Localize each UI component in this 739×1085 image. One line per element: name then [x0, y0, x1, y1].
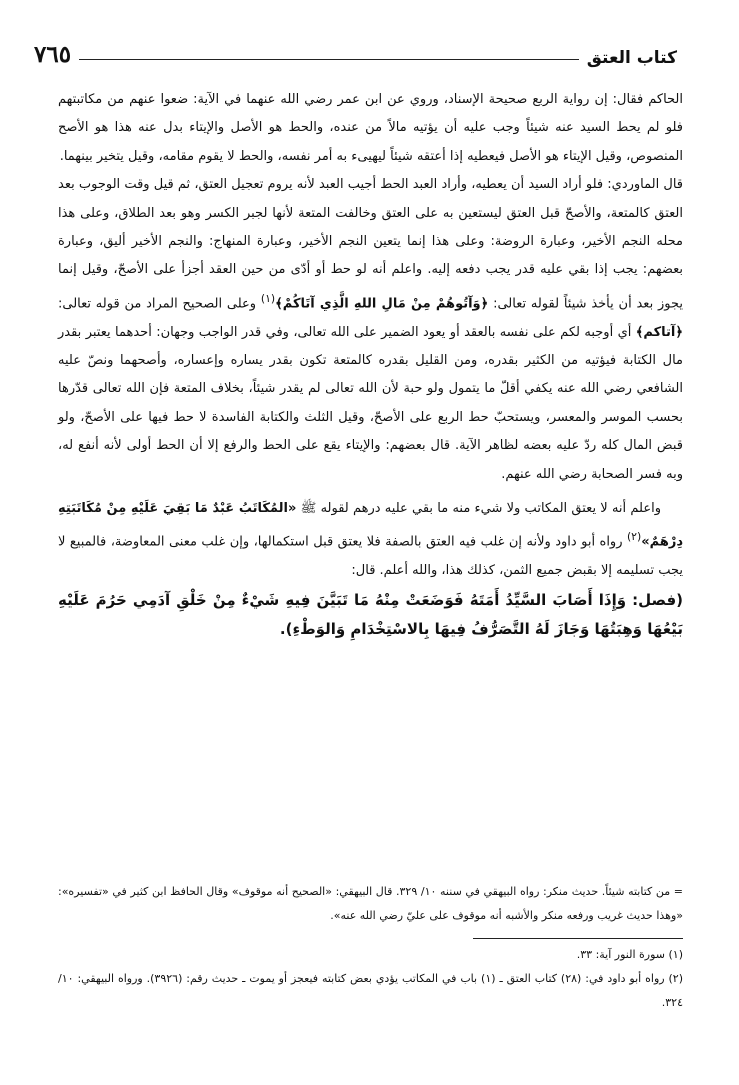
- footnote-ref-1: (١): [260, 291, 276, 305]
- footnote-continued: = من كتابته شيئاً. حديث منكر: رواه البيهقي في سننه ١٠/ ٣٢٩. قال البيهقي: «الصحيح أنه موقوف» وقال الحافظ ابن كثير في «تفسيره»: «وهذا حديث غريب ورفعه منكر والأشبه أنه موقوف على عليّ رضي الله عنه».: [58, 885, 684, 922]
- hadith-quote: «المُكَاتَبُ عَبْدٌ مَا بَقِيَ عَلَيْهِ مِنْ مُكَاتَبَتِهِ دِرْهَمٌ»: [58, 501, 683, 550]
- quran-quote-2: ﴿آتاكم﴾: [635, 324, 683, 340]
- paragraph-3: [58, 495, 683, 586]
- page-header: [34, 34, 677, 68]
- footnote-1: (١) سورة النور آية: ٣٣.: [576, 948, 683, 961]
- paragraph-2-text-a: قال الماوردي: فلو أراد السيد أن يعطيه، وأراد العبد الحط أجيب العبد لأنه يروم تعجيل العتق، ثم قيل وقت الوجوب بعد العتق كالمتعة، والأصحّ قبل العتق ليستعين به على العتق وخالفت المتعة لأنها لجبر الكسر وهو بعد الطلاق، وعلى هذا محله النجم الأخير، وعبارة الروضة: وعلى هذا إنما يتعين النجم الأخير، وعبارة المنهاج: والنجم الأخير أليق، وعبارة بعضهم: يجب إذا بقي عليه قدر يجب دفعه إليه. واعلم أنه لو حط أو أدّى من حين العقد أجزأ على الأصحّ، وقيل إنما يجوز بعد أن يأخذ شيئاً لقوله تعالى:: [58, 177, 683, 312]
- footnote-ref-2: (٢): [626, 530, 642, 544]
- header-rule: [79, 59, 579, 60]
- paragraph-3-text-b: رواه أبو داود ولأنه إن غلب فيه العتق بالصفة فلا يعتق قبل استكمالها، وإن غلب معنى المعاوضة، فالمبيع لا يجب تسليمه إلا بقبض جميع الثمن، كذلك هذا، والله أعلم. قال:: [58, 534, 683, 579]
- footnotes: [58, 880, 683, 1015]
- quran-quote-1: ﴿وَآتُوهُمْ مِنْ مَالِ اللهِ الَّذِي آتَاكُمْ﴾: [275, 296, 489, 312]
- running-title: كتاب العتق: [586, 48, 677, 68]
- paragraph-2-text-b: وعلى الصحيح المراد من قوله تعالى:: [58, 296, 261, 312]
- paragraph-2: [58, 171, 683, 489]
- footnote-2: (٢) رواه أبو داود في: (٢٨) كتاب العتق ـ (١) باب في المكاتب يؤدي بعض كتابته فيعجز أو يموت ـ حديث رقم: (٣٩٢٦). ورواه البيهقي: ١٠/ ٣٢٤.: [58, 972, 684, 1009]
- paragraph-2-text-c: أي أوجبه لكم على نفسه بالعقد أو يعود الضمير على الله تعالى، وفي قدر الواجب وجهان: أحدهما يعتبر بقدر مال الكتابة فيؤتيه من الكثير بقدره، ومن القليل بقدره كالمتعة تكون بقدر يساره وإعساره، وأصحهما ونصّ عليه الشافعي رضي الله عنه يكفي أقلّ ما يتمول ولو حبة لأن الله تعالى لم يقدر شيئاً، بخلاف المتعة فإن الله تعالى قدّرها بحسب الموسر والمعسر، ويستحبّ حط الربع على الأصحّ، وقيل الثلث والكتابة الفاسدة لا حط فيها على الأصحّ، ولو قبض المال كله ردّ عليه بعضه لظاهر الآية. قال بعضهم: والإيتاء يقع على الحط والرفع إلا أن الحط أولى لأنه أنفع له، وبه فسر الصحابة رضي الله عنهم.: [58, 324, 683, 482]
- matn-section: (فصل: وَإِذَا أَصَابَ السَّيِّدُ أَمَتَهُ فَوَضَعَتْ مِنْهُ مَا تَبَيَّنَ فِيهِ شَيْءٌ مِنْ خَلْقِ آدَمِي حَرُمَ عَلَيْهِ بَيْعُهَا وَهِبَتُهَا وَجَازَ لَهُ التَّصَرُّفُ فِيهَا بِالاسْتِخْدَامِ وَالوَطْءِ).: [58, 590, 683, 638]
- footnote-divider: [473, 938, 683, 939]
- paragraph-1: الحاكم فقال: إن رواية الربع صحيحة الإسناد، وروي عن ابن عمر رضي الله عنهما في الآية: ضعوا عنهم من مكاتبتهم فلو لم يحط السيد عنه شيئاً وجب عليه أن يؤتيه مالاً من عنده، والحط هو الأصل والإيتاء بدل عنه هذا هو الأصح المنصوص، وقيل الإيتاء هو الأصل فيعطيه إذا أعتقه شيئاً ليهيىء به أمر نفسه، والحط لا يقوم مقامه، وقيل يتخير بينهما.: [58, 92, 683, 164]
- page-number: ٧٦٥: [34, 41, 72, 68]
- main-text: [58, 86, 683, 644]
- paragraph-3-text-a: واعلم أنه لا يعتق المكاتب ولا شيء منه ما بقي عليه درهم لقوله ﷺ: [296, 501, 662, 517]
